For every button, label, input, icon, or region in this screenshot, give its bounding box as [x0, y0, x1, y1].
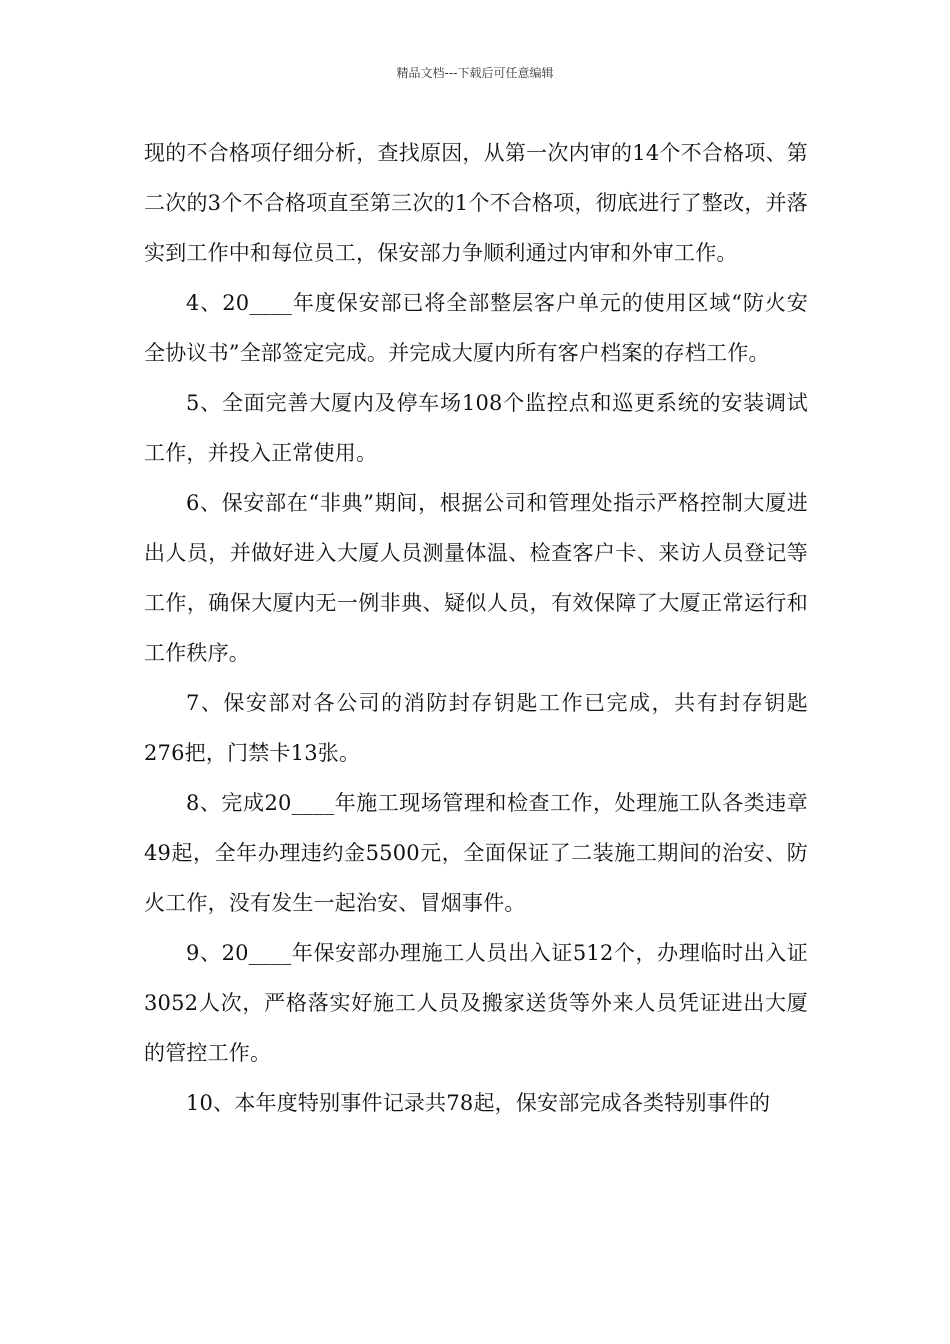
paragraph-item-7: 7、保安部对各公司的消防封存钥匙工作已完成，共有封存钥匙276把，门禁卡13张。	[144, 691, 808, 765]
paragraph-item-8: 8、完成20____年施工现场管理和检查工作，处理施工队各类违章49起，全年办理违约金5500元，全面保证了二装施工期间的治安、防火工作，没有发生一起治安、冒烟事件。	[144, 791, 808, 915]
paragraph-item-9: 9、20____年保安部办理施工人员出入证512个，办理临时出入证3052人次，严格落实好施工人员及搬家送货等外来人员凭证进出大厦的管控工作。	[144, 941, 808, 1065]
paragraph-continuation: 现的不合格项仔细分析，查找原因，从第一次内审的14个不合格项、第二次的3个不合格项直至第三次的1个不合格项，彻底进行了整改，并落实到工作中和每位员工，保安部力争顺利通过内审和外审工作。	[144, 141, 808, 265]
paragraph-item-5: 5、全面完善大厦内及停车场108个监控点和巡更系统的安装调试工作，并投入正常使用。	[144, 391, 808, 465]
paragraph-item-6: 6、保安部在“非典”期间，根据公司和管理处指示严格控制大厦进出人员，并做好进入大厦人员测量体温、检查客户卡、来访人员登记等工作，确保大厦内无一例非典、疑似人员，有效保障了大厦正常运行和工作秩序。	[144, 491, 808, 665]
page-header: 精品文档---下载后可任意编辑	[396, 66, 554, 80]
document-body	[144, 128, 808, 1128]
paragraph-item-10: 10、本年度特别事件记录共78起，保安部完成各类特别事件的	[186, 1091, 771, 1115]
paragraph-item-4: 4、20____年度保安部已将全部整层客户单元的使用区域“防火安全协议书”全部签定完成。并完成大厦内所有客户档案的存档工作。	[144, 291, 808, 365]
